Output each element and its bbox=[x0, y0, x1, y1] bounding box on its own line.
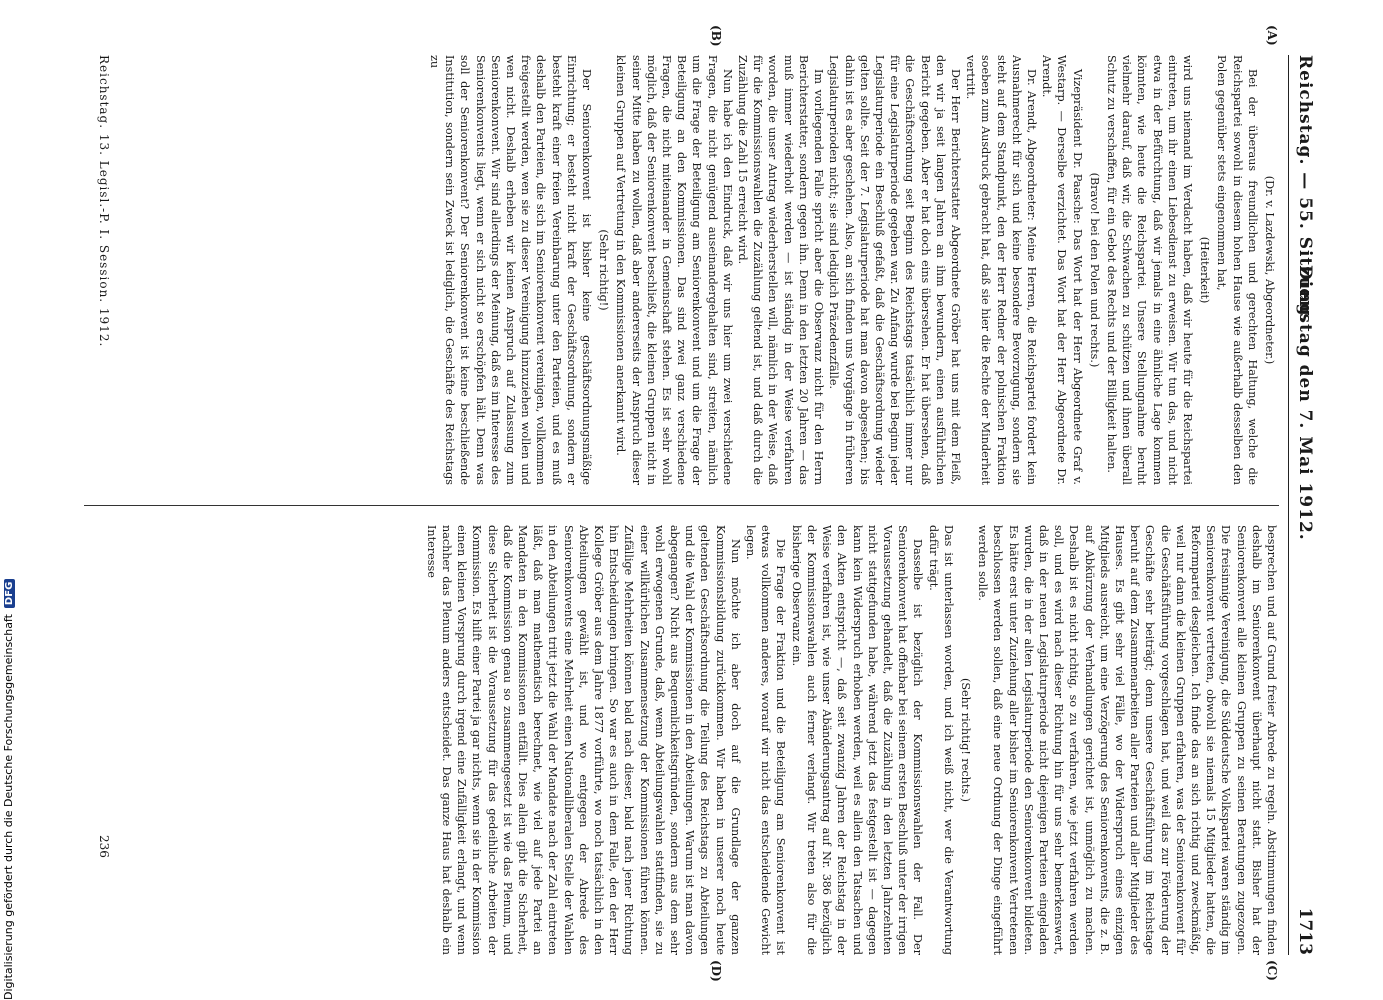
interjection: (Sehr richtig!) bbox=[597, 229, 611, 311]
paragraph: Das ist unterlassen worden, und ich weiß nicht, wer die Verantwortung dafür trägt. bbox=[926, 525, 955, 955]
header-left: Reichstag. — 55. Sitzung. bbox=[1295, 55, 1315, 324]
column-divider bbox=[84, 505, 1279, 506]
paragraph: Der Seniorenkonvent ist bisher keine geschäftsordnungsmäßige Einrichtung; er besteht nicht kraft der Geschäftsordnung, sondern er besteht kraft einer freien Vereinbarung unter den Parteien, und es muß deshalb den Parteien, die sich im Seniorenkonvent vereinigen, vollkommen freigestellt werden, wen sie zu dieser Vereinigung hinzuziehen wollen und wen nicht. Deshalb erheben wir keinen Anspruch auf Zulassung zum Seniorenkonvent. Wir sind allerdings der Meinung, daß es im Interesse des Seniorenkonvents liegt, wenn er sich nicht so erschöpfen hält. Denn was soll der Seniorenkonvent? Der Seniorenkonvent ist keine beschließende Institution, sondern sein Zweck ist lediglich, die Geschäfte des Reichstags zu bbox=[428, 55, 594, 485]
paragraph: Im vorliegenden Falle spricht aber die Observanz nicht für den Herrn Berichterstatter, sondern gegen ihn. Denn in den letzten 20 Jahren — das muß immer wiederholt werden — ist ständig in der Weise verfahren worden, die unser Antrag wiederherstellen will, nämlich in der Weise, daß für die Kommissionswahlen die Zuzählung geltend ist, und daß durch die Zuzählung die Zahl 15 erreicht wird. bbox=[736, 55, 826, 485]
left-column bbox=[79, 55, 1279, 485]
header-date: Dienstag den 7. Mai 1912. bbox=[1295, 265, 1315, 541]
margin-mark-b: (B) bbox=[709, 25, 723, 47]
margin-mark-a: (A) bbox=[1265, 25, 1279, 46]
interjection: (Bravo! bei den Polen und rechts.) bbox=[1087, 172, 1101, 368]
page-footer bbox=[91, 55, 111, 955]
paragraph: Der Herr Berichterstatter Abgeordnete Gröber hat uns mit dem Fleiß, den wir ja seit langen Jahren an ihm bewundern, einen ausführlichen Bericht gegeben. Aber er hat doch eins übersehen. Er hat übersehen, daß die Geschäftsordnung seit Beginn des Reichstags tatsächlich immer nur für eine Legislaturperiode gegeben war. Zu Anfang wurde bei Beginn jeder Legislaturperiode ein Beschluß gefaßt, daß die Geschäftsordnung wieder gelten sollte. Seit der 7. Legislaturperiode hat man davon abgesehen; bis dahin ist es aber geschehen. Also, an sich finden uns Vorgänge in früheren Legislaturperioden nicht; sie sind lediglich Präzedenzfälle. bbox=[827, 55, 962, 485]
interjection: (Sehr richtig! rechts.) bbox=[958, 677, 972, 803]
interjection: (Heiterkeit) bbox=[1198, 236, 1212, 304]
paragraph: Die Frage der Fraktion und die Beteiligung am Seniorenkonvent ist etwas vollkommen anderes, worauf wir nicht das entscheidende Gewicht legen. bbox=[744, 525, 788, 955]
dfg-logo: DFG bbox=[4, 579, 15, 608]
margin-mark-c: (C) bbox=[1265, 960, 1279, 981]
paragraph: Nun habe ich den Eindruck, daß wir uns hier um zwei verschiedene Fragen, die nicht genügend auseinandergehalten sind, streiten, nämlich um die Frage der Beteiligung am Seniorenkonvent und um die Frage der Beteiligung an den Kommissionen. Das sind zwei ganz verschiedene Fragen, die nicht miteinander in Gemeinschaft stehen. Es ist sehr wohl möglich, daß der Seniorenkonvent beschließt, die kleinen Gruppen nicht in seiner Mitte haben zu wollen, daß aber andererseits der Anspruch dieser kleinen Gruppen auf Vertretung in den Kommissionen anerkannt wird. bbox=[614, 55, 734, 485]
page-number: 1713 bbox=[1295, 907, 1315, 955]
paragraph: Dasselbe ist bezüglich der Kommissionswahlen der Fall. Der Seniorenkonvent hat offenbar bei seinem ersten Beschluß unter der irrigen Voraussetzung gehandelt, daß die Zuzählung in den letzten Jahrzehnten nicht stattgefunden habe, während jetzt das festgestellt ist — dagegen kann kein Widerspruch erhoben werden, weil es allein den Tatsachen und den Akten entspricht —, daß seit zwanzig Jahren der Reichstag in der Weise verfahren ist, wie unser Abänderungsantrag auf Nr. 386 bezüglich der Kommissionswahlen auch ferner verlangt. Wir treten also für die bisherige Observanz ein. bbox=[789, 525, 925, 955]
speaker-continuation: (Dr. v. Lazdewski, Abgeordneter.) bbox=[1263, 175, 1276, 365]
rotated-page bbox=[58, 25, 1323, 982]
margin-mark-d: (D) bbox=[709, 960, 723, 982]
speaker-paragraph: Vizepräsident Dr. Paasche: Das Wort hat der Herr Abgeordnete Graf v. Westarp. — Derselbe verzichtet. Das Wort hat der Herr Abgeordnete Dr. Arendt. bbox=[1040, 55, 1084, 485]
right-column bbox=[79, 525, 1279, 955]
speaker-paragraph: Dr. Arendt, Abgeordneter: Meine Herren, die Reichspartei fordert kein Ausnahmerecht für sich und keine besondere Bevorzugung, sondern sie steht auf dem Standpunkt, den der Herr Redner der polnischen Fraktion soeben zum Ausdruck gebracht hat, daß sie hier die Rechte der Minderheit vertritt. bbox=[964, 55, 1038, 485]
sheet-number: 236 bbox=[97, 835, 111, 858]
session-info: Reichstag. 13. Legisl.-P. I. Session. 1912. bbox=[97, 55, 111, 348]
credit-text: Digitalisierung gefördert durch die Deutsche Forschungsgemeinschaft bbox=[2, 614, 15, 1000]
paragraph: Bei der überaus freundlichen und gerechten Haltung, welche die Reichspartei sowohl in diesem hohen Hause wie außerhalb desselben den Polen gegenüber stets eingenommen hat, bbox=[1215, 55, 1259, 485]
paragraph: besprechen und auf Grund freier Abrede zu regeln. Abstimmungen finden deshalb im Seniorenkonvent überhaupt nicht statt. Bisher hat der Seniorenkonvent alle kleinen Gruppen zu seinen Beratungen zugezogen. Die freisinnige Vereinigung, die Süddeutsche Volkspartei waren ständig im Seniorenkonvent vertreten, obwohl sie niemals 15 Mitglieder hatten, die Reformpartei desgleichen. Ich finde das an sich richtig und zweckmäßig, weil nur dann die kleinen Gruppen erfahren, was der Seniorenkonvent für die Geschäftsführung vorgeschlagen hat, und weil das zur Förderung der Geschäfte sehr beiträgt; denn unsere Geschäftsführung im Reichstage beruht auf dem Zusammenarbeiten aller Parteien und aller Mitglieder des Hauses. Es gibt sehr viel Fälle, wo der Widerspruch eines einzigen Mitglieds ausreicht, um eine Verzögerung des Seniorenkonvents, die z. B. auf Abkürzung der Verhandlungen gerichtet ist, unmöglich zu machen. Deshalb ist es nicht richtig, so zu verfahren, wie jetzt verfahren werden soll, und es wird nach dieser Richtung hin für uns sehr bemerkenswert, daß in der neuen Legislaturperiode nicht diejenigen Parteien eingeladen wurden, die in der alten Legislaturperiode den Seniorenkonvent bildeten. Es hätte erst unter Zuziehung aller bisher im Seniorenkonvent Vertretenen beschlossen werden sollen, daß eine neue Ordnung der Dinge eingeführt werden solle. bbox=[976, 525, 1278, 955]
digitization-credit bbox=[2, 579, 15, 1000]
paragraph: Nun möchte ich aber doch auf die Grundlage der ganzen Kommissionsbildung zurückkommen. Wir haben in unserer noch heute geltenden Geschäftsordnung die Teilung des Reichstags zu Abteilungen und die Wahl der Kommissionen in den Abteilungen. Warum ist man davon abgegangen? Nicht aus Bequemlichkeitsgründen, sondern aus dem sehr wohl erwogenen Grunde, daß, wenn Abteilungswahlen stattfinden, sie zu einer willkürlichen Zusammensetzung der Kommissionen führen können. Zufällige Mehrheiten können bald nach dieser, bald nach jener Richtung hin Entscheidungen bringen. So war es auch in dem Falle, den der Herr Kollege Gröber aus dem Jahre 1877 vorführte, wo noch tatsächlich in den Abteilungen gewählt ist, und wo entgegen der Abrede des Seniorenkonvents eine Mehrheit einen Nationalliberalen Stelle der Wahlen in den Abteilungen tritt jetzt die Wahl der Mandate nach der Zahl eintreten läßt, daß man mathematisch berechnet, wie viel auf jede Partei an Mandaten in den Kommissionen entfällt. Dies allein gibt die Sicherheit, daß die Kommission genau so zusammengesetzt ist wie das Plenum, und diese Sicherheit ist die Voraussetzung für das gedeihliche Arbeiten der Kommission. Es hilft einer Partei ja gar nichts, wenn sie in der Kommission einen kleinen Vorsprung durch irgend eine Zufälligkeit erlangt, und wenn nachher das Plenum anders entscheidet. Das ganze Haus hat deshalb ein Interesse bbox=[424, 525, 742, 955]
paragraph: wird uns niemand im Verdacht haben, daß wir heute für die Reichspartei eintreten, um ihr einen Liebesdienst zu erweisen. Wir tun das, und nicht etwa in der Befürchtung, daß wir jemals in eine ähnliche Lage kommen könnten, wie heute die Reichspartei. Unsere Stellungnahme beruht vielmehr darauf, daß wir, die Schwachen zu schützen und ihnen überall Schutz zu verschaffen, für ein Gebot des Rechts und der Billigkeit halten. bbox=[1104, 55, 1194, 485]
page-header bbox=[1288, 55, 1323, 955]
